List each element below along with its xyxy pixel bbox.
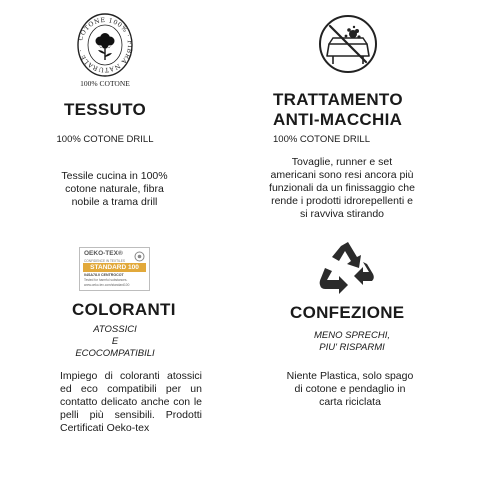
no-stain-tablecloth-icon [316, 12, 380, 76]
trattamento-title [273, 90, 433, 130]
oeko-tex-line1: CONFIDENCE IN TEXTILES [84, 259, 126, 263]
seal-caption: 100% COTONE [80, 79, 130, 88]
confezione-tag2: PIU' RISPARMI [319, 342, 385, 353]
oeko-tex-tested: Tested for harmful substances. [84, 278, 128, 282]
oeko-tex-brand: OEKO-TEX® [84, 250, 123, 257]
coloranti-tag2: E [111, 336, 119, 347]
confezione-title: CONFEZIONE [290, 303, 405, 322]
oeko-tex-code: 04SA78.0 CENTROCOT [84, 273, 124, 277]
trattamento-title-line2: ANTI-MACCHIA [273, 110, 403, 129]
confezione-description: Niente Plastica, solo spago di cotone e pendaglio in carta riciclata [286, 370, 414, 408]
oeko-tex-badge [79, 247, 150, 291]
coloranti-tags [55, 324, 175, 360]
oeko-tex-standard: STANDARD 100 [83, 263, 146, 272]
trattamento-description: Tovaglie, runner e set americani sono resi ancora più funzionali da un finissaggio che rende i prodotti idrorepellenti e si ravviva stirando [269, 156, 415, 220]
svg-text:COTONE 100% · FIBRA NATURALE ·: COTONE 100% · FIBRA NATURALE · [77, 16, 134, 74]
oeko-tex-logo-icon [134, 251, 145, 262]
coloranti-description: Impiego di coloranti atossici ed eco compatibili per un contatto delicato anche con le pelli più sensibili. Prodotti Certificati Oeko-tex [60, 370, 202, 434]
tessuto-subtitle: 100% COTONE DRILL [56, 134, 154, 145]
confezione-tags [292, 330, 412, 354]
trattamento-subtitle: 100% COTONE DRILL [273, 134, 370, 145]
tessuto-description: Tessile cucina in 100% cotone naturale, fibra nobile a trama drill [61, 170, 168, 208]
coloranti-tag3: ECOCOMPATIBILI [75, 348, 155, 359]
trattamento-title-line1: TRATTAMENTO [273, 90, 403, 109]
cotton-seal-icon [76, 12, 134, 78]
oeko-tex-url: www.oeko-tex.com/standard100 [84, 283, 130, 287]
coloranti-tag1: ATOSSICI [93, 324, 137, 335]
tessuto-title: TESSUTO [63, 100, 147, 119]
coloranti-title: COLORANTI [72, 300, 176, 319]
confezione-tag1: MENO SPRECHI, [313, 330, 390, 341]
recycle-icon [317, 240, 381, 300]
